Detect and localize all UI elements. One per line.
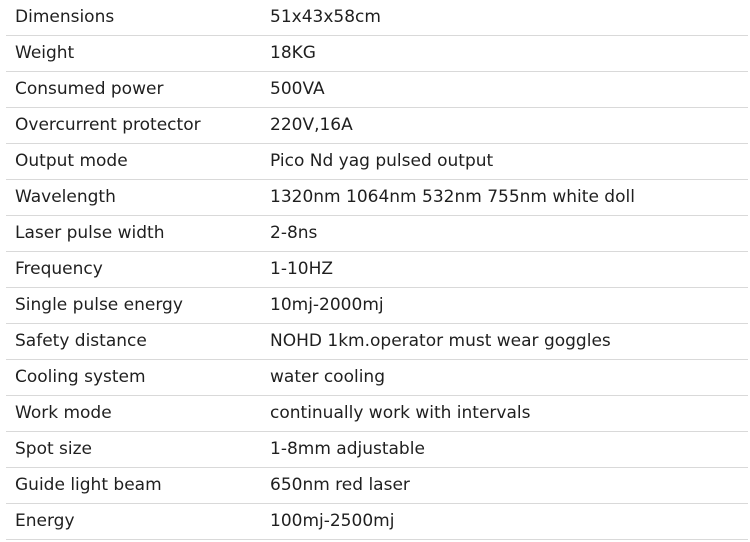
spec-table: [6, 0, 748, 540]
spec-row-laser-pulse-width: [6, 216, 748, 252]
spec-label: Work mode: [6, 396, 261, 432]
spec-row-energy: [6, 504, 748, 540]
spec-value: 1-8mm adjustable: [261, 432, 748, 468]
spec-label: Guide light beam: [6, 468, 261, 504]
spec-label: Dimensions: [6, 0, 261, 36]
spec-label: Wavelength: [6, 180, 261, 216]
spec-value: continually work with intervals: [261, 396, 748, 432]
spec-row-overcurrent-protector: [6, 108, 748, 144]
spec-row-work-mode: [6, 396, 748, 432]
spec-value: NOHD 1km.operator must wear goggles: [261, 324, 748, 360]
spec-row-consumed-power: [6, 72, 748, 108]
spec-value: 1-10HZ: [261, 252, 748, 288]
spec-value: 2-8ns: [261, 216, 748, 252]
spec-row-output-mode: [6, 144, 748, 180]
spec-label: Overcurrent protector: [6, 108, 261, 144]
spec-value: water cooling: [261, 360, 748, 396]
spec-row-cooling-system: [6, 360, 748, 396]
spec-row-safety-distance: [6, 324, 748, 360]
spec-value: 10mj-2000mj: [261, 288, 748, 324]
spec-value: 650nm red laser: [261, 468, 748, 504]
spec-value: 51x43x58cm: [261, 0, 748, 36]
spec-value: 100mj-2500mj: [261, 504, 748, 540]
spec-row-guide-light-beam: [6, 468, 748, 504]
spec-label: Frequency: [6, 252, 261, 288]
spec-table-body: [6, 0, 748, 540]
spec-label: Laser pulse width: [6, 216, 261, 252]
spec-label: Energy: [6, 504, 261, 540]
spec-label: Consumed power: [6, 72, 261, 108]
spec-value: 220V,16A: [261, 108, 748, 144]
spec-value: 1320nm 1064nm 532nm 755nm white doll: [261, 180, 748, 216]
spec-row-frequency: [6, 252, 748, 288]
spec-label: Single pulse energy: [6, 288, 261, 324]
spec-row-weight: [6, 36, 748, 72]
spec-value: 18KG: [261, 36, 748, 72]
spec-label: Weight: [6, 36, 261, 72]
spec-label: Output mode: [6, 144, 261, 180]
spec-row-dimensions: [6, 0, 748, 36]
spec-value: 500VA: [261, 72, 748, 108]
spec-row-wavelength: [6, 180, 748, 216]
spec-label: Spot size: [6, 432, 261, 468]
spec-row-single-pulse-energy: [6, 288, 748, 324]
spec-label: Safety distance: [6, 324, 261, 360]
spec-row-spot-size: [6, 432, 748, 468]
spec-value: Pico Nd yag pulsed output: [261, 144, 748, 180]
spec-label: Cooling system: [6, 360, 261, 396]
